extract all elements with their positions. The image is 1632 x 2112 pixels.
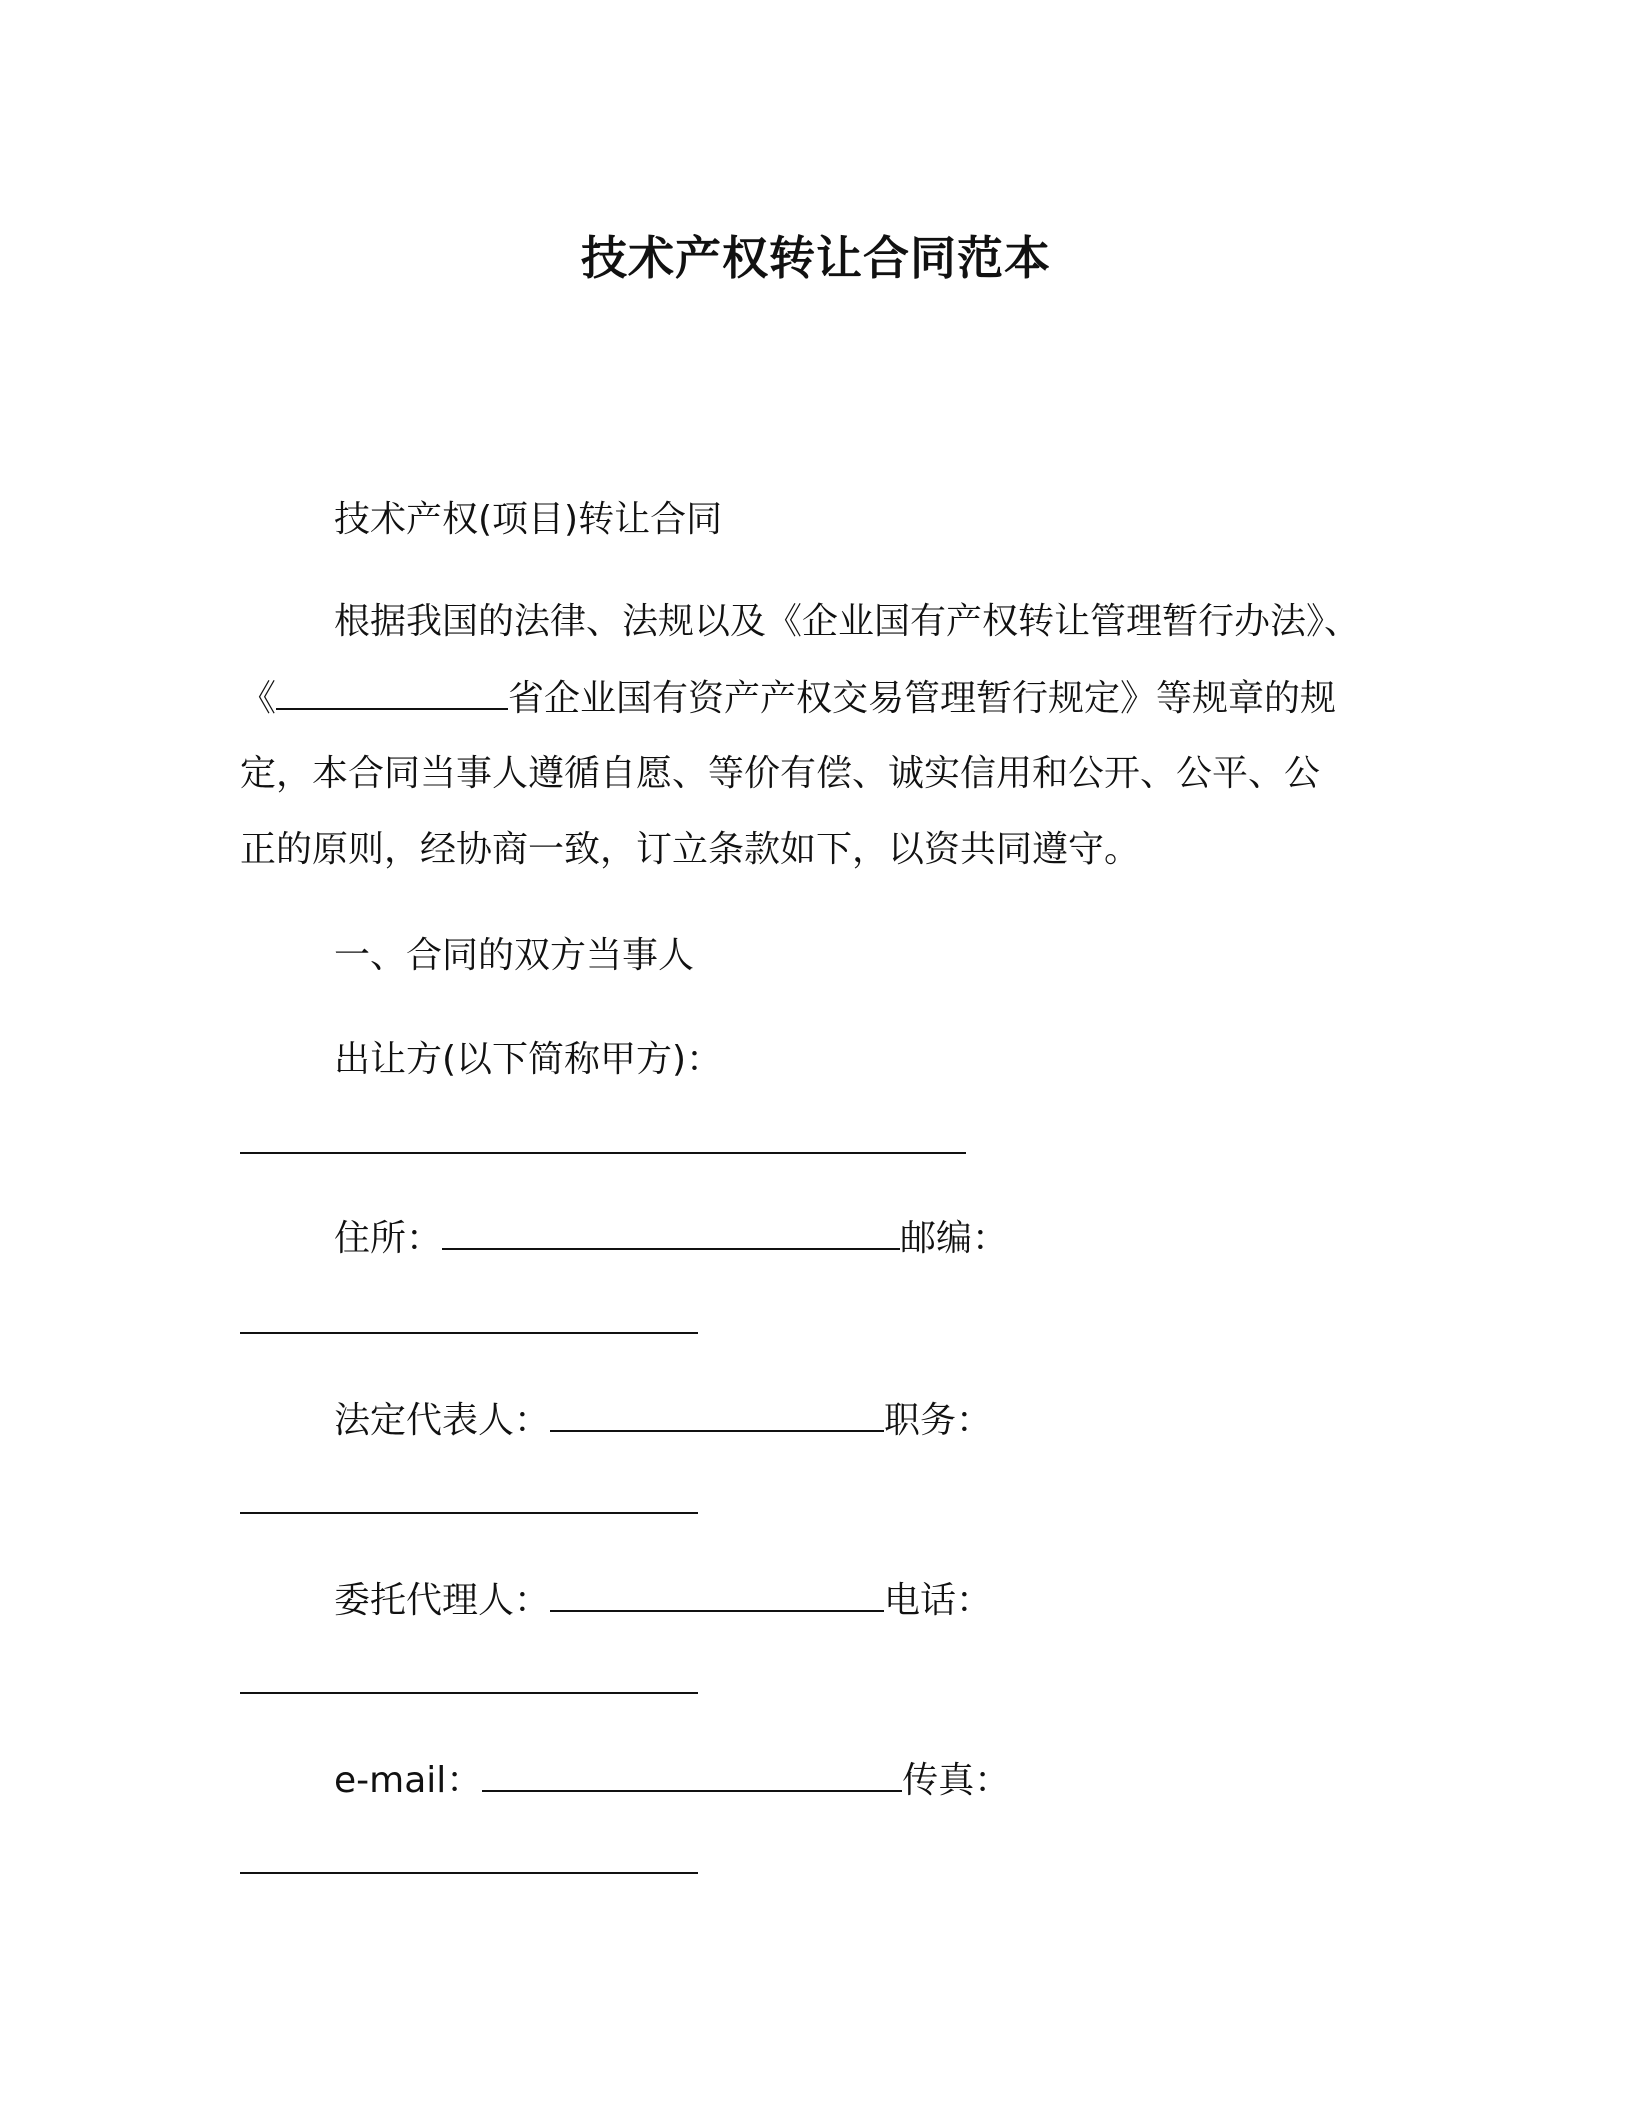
agent-label: 委托代理人： <box>334 1580 551 1621</box>
contract-subtitle: 技术产权(项目)转让合同 <box>334 499 723 540</box>
preamble-line-1: 根据我国的法律、法规以及《企业国有产权转让管理暂行办法》、 <box>334 601 1361 642</box>
legal-rep-row <box>334 1396 992 1445</box>
preamble-line-2 <box>240 674 1336 723</box>
address-label: 住所： <box>334 1218 443 1259</box>
legal-rep-blank[interactable] <box>550 1396 884 1432</box>
position-label: 职务： <box>884 1400 993 1441</box>
legal-rep-label: 法定代表人： <box>334 1400 551 1441</box>
preamble-line-2-suffix: 省企业国有资产产权交易管理暂行规定》等规章的规 <box>508 678 1337 719</box>
position-line <box>240 1478 698 1527</box>
phone-blank[interactable] <box>240 1658 698 1694</box>
preamble-line-3: 定，本合同当事人遵循自愿、等价有偿、诚实信用和公开、公平、公 <box>240 753 1321 794</box>
address-blank[interactable] <box>442 1214 900 1250</box>
email-blank[interactable] <box>482 1756 902 1792</box>
document-title: 技术产权转让合同范本 <box>581 231 1051 285</box>
section-1-heading: 一、合同的双方当事人 <box>334 935 695 976</box>
position-blank[interactable] <box>240 1478 698 1514</box>
email-row <box>334 1756 1010 1805</box>
transferor-name-line <box>240 1118 966 1167</box>
fax-blank[interactable] <box>240 1838 698 1874</box>
province-blank[interactable] <box>276 674 508 710</box>
address-row <box>334 1214 1008 1263</box>
phone-label: 电话： <box>884 1580 993 1621</box>
postcode-line <box>240 1298 698 1347</box>
agent-blank[interactable] <box>550 1576 884 1612</box>
preamble-line-2-prefix: 《 <box>240 678 277 719</box>
email-label: e-mail： <box>334 1760 483 1801</box>
transferor-name-blank[interactable] <box>240 1118 966 1154</box>
agent-row <box>334 1576 992 1625</box>
fax-label: 传真： <box>902 1760 1011 1801</box>
postcode-blank[interactable] <box>240 1298 698 1334</box>
preamble-line-4: 正的原则，经协商一致，订立条款如下，以资共同遵守。 <box>240 829 1141 870</box>
transferor-label: 出让方(以下简称甲方)： <box>334 1039 723 1080</box>
fax-line <box>240 1838 698 1887</box>
phone-line <box>240 1658 698 1707</box>
postcode-label: 邮编： <box>900 1218 1009 1259</box>
